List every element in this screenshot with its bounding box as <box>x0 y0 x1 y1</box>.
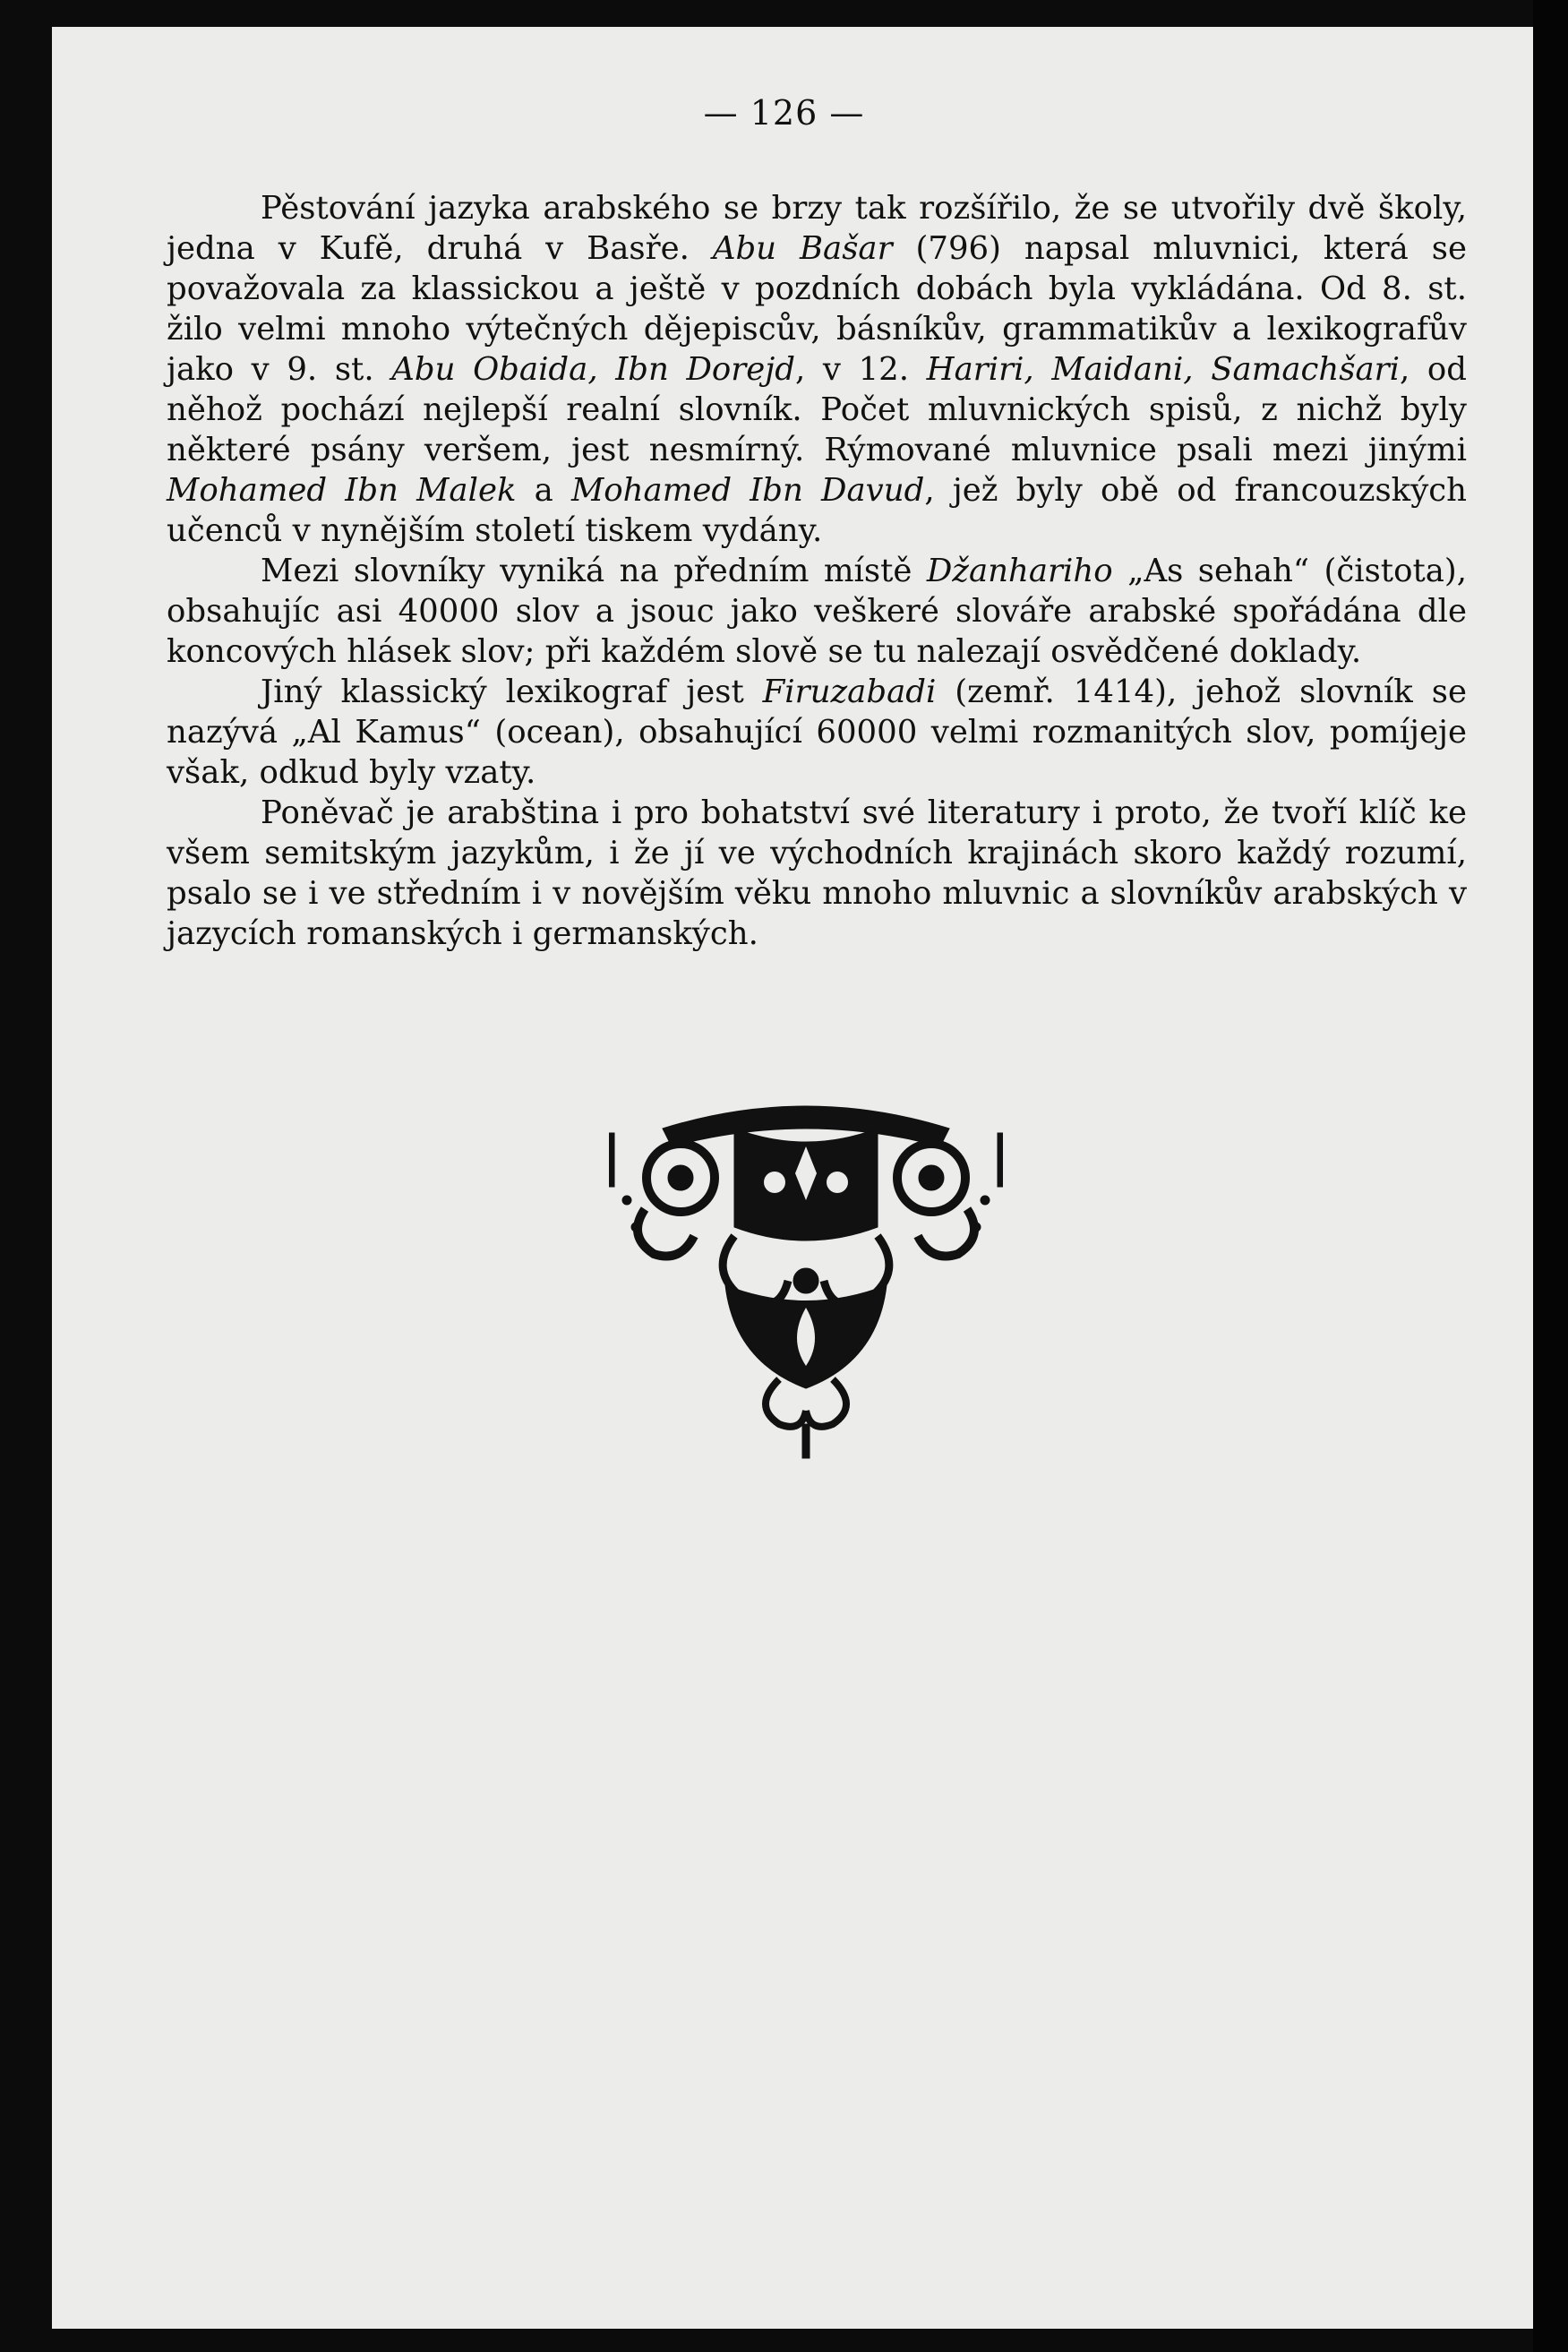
paragraph-1 <box>167 188 1467 551</box>
text-run: „As sehah“ (čistota), obsahujíc asi 40000 slov a jsouc jako veškeré slováře arabské spořádána dle koncových hlásek slov; při každém slově se tu nalezají osvědčené doklady. <box>167 553 1468 670</box>
page-number: — 126 — <box>703 93 865 133</box>
italic-name: Mohamed Ibn Malek <box>167 472 517 509</box>
paragraph-4 <box>167 793 1467 954</box>
italic-name: Firuzabadi <box>762 674 937 710</box>
italic-name: Džanhariho <box>926 553 1113 589</box>
text-run: Mezi slovníky vyniká na předním místě <box>261 553 927 589</box>
page-edge-shadow <box>1533 0 1568 2352</box>
text-run: (zemř. 1414), jehož slovník se nazývá „Al Kamus“ (ocean), obsahující 60000 velmi rozmanitých slov, pomíjeje však, odkud byly vzaty. <box>167 674 1467 791</box>
italic-name: Abu Obaida, Ibn Dorejd <box>391 351 795 388</box>
text-run: Poněvač je arabština i pro bohatství své literatury i proto, že tvoří klíč ke všem semitským jazykům, i že jí ve východních krajinách skoro každý rozumí, psalo se i ve středním i v novějším věku mnoho mluvnic a slovníkův arabských v jazycích romanských i germanských. <box>167 794 1467 952</box>
italic-name: Mohamed Ibn Davud <box>570 472 925 509</box>
text-run: Jiný klassický lexikograf jest <box>261 674 763 710</box>
paragraph-2 <box>167 551 1467 672</box>
fleuron-ornament-icon <box>609 1093 1003 1460</box>
text-run: a <box>516 472 571 509</box>
italic-name: Abu Bašar <box>712 230 893 267</box>
paragraph-3 <box>167 672 1467 793</box>
text-run: , v 12. <box>795 351 927 388</box>
text-run: Pěstování jazyka arabského se brzy tak rozšířilo, že se utvořily dvě školy, jedna v Kufě, druhá v Basře. <box>167 190 1467 267</box>
text-run: , od něhož pochází nejlepší realní slovník. Počet mluvnických spisů, z nichž byly některé psány veršem, jest nesmírný. Rýmované mluvnice psali mezi jinými <box>167 351 1467 468</box>
text-run: , jež byly obě od francouzských učenců v nynějším století tiskem vydány. <box>167 472 1467 549</box>
text-run: (796) napsal mluvnici, která se považovala za klassickou a ještě v pozdních dobách byla vykládána. Od 8. st. žilo velmi mnoho výtečných dějepiscův, básníkův, grammatikův a lexikografův jako v 9. st. <box>167 230 1467 388</box>
italic-name: Hariri, Maidani, Samachšari <box>926 351 1400 388</box>
body-text <box>167 188 1467 954</box>
